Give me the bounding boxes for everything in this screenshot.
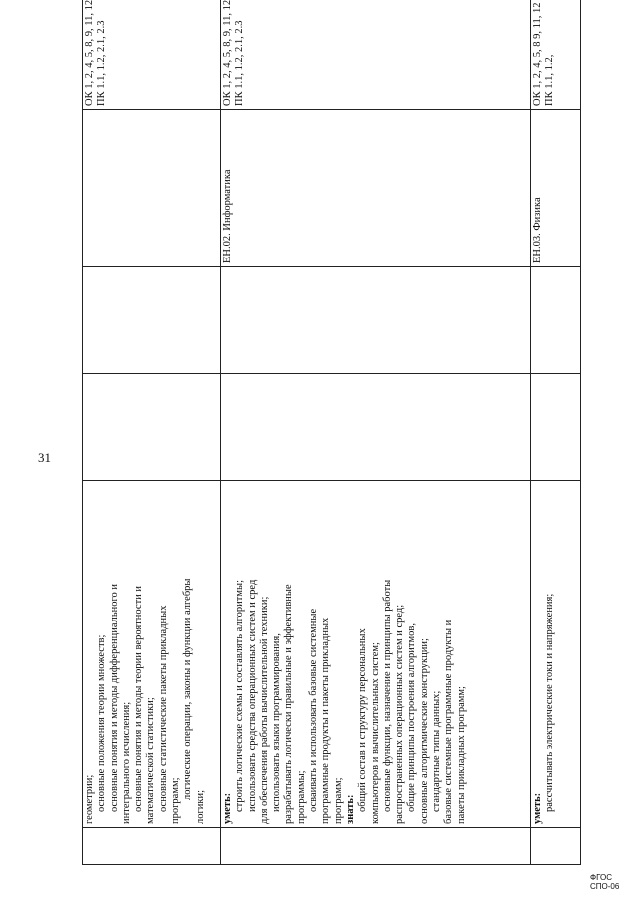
discipline-cell: ЕН.03. Физика <box>531 110 581 267</box>
competencies-cell: ОК 1, 2, 4, 5, 8, 9, 11, 12 ПК 1.1, 1.2, 2.1, 2.3 <box>83 0 221 110</box>
content-line: логические операции, законы и функции алгебры <box>182 578 194 800</box>
content-line: рассчитывать электрические токи и напряжения; <box>544 593 556 812</box>
content-line: разрабатывать логически правильные и эффективные <box>283 584 295 824</box>
rotation-frame <box>82 0 580 865</box>
content-line: использовать языки программирования, <box>271 633 283 812</box>
content-line: общие принципы построения алгоритмов, <box>406 623 418 812</box>
footer-code: ФГОС СПО-06 <box>590 873 620 891</box>
discipline-cell <box>83 110 221 267</box>
section-heading: знать: <box>344 794 356 824</box>
content-line: строить логические схемы и составлять алгоритмы; <box>234 580 246 812</box>
content-line: основные алгоритмические конструкции; <box>418 638 430 824</box>
content-line: основные понятия и методы дифференциального и <box>108 583 120 812</box>
table-row <box>221 0 531 865</box>
content-line: программ; <box>170 777 182 824</box>
page-number: 31 <box>38 450 51 465</box>
content-line: основные функции, назначение и принципы работы <box>381 579 393 812</box>
competencies-cell: ОК 1, 2, 4, 5, 8, 9, 11, 12 ПК 1.1, 1.2, 2.1, 2.3 <box>221 0 531 110</box>
empty-cell <box>221 267 531 374</box>
table-row <box>83 0 221 865</box>
content-line: интегрального исчисления; <box>120 701 132 824</box>
content-line: математической статистики; <box>145 697 157 824</box>
section-heading: уметь: <box>532 792 543 824</box>
section-heading: уметь: <box>222 792 233 824</box>
discipline-cell: ЕН.02. Информатика <box>221 110 531 267</box>
competency-table <box>82 0 581 865</box>
empty-cell <box>83 267 221 374</box>
content-line: основные понятия и методы теории вероятности и <box>133 585 145 812</box>
empty-cell <box>221 374 531 481</box>
content-line: использовать средства операционных систем и сред <box>246 579 258 812</box>
content-line: пакеты прикладных программ; <box>455 686 467 824</box>
content-line: общий состав и структуру персональных <box>357 628 369 812</box>
content-line: геометрии; <box>84 774 95 824</box>
rotated-page-content <box>82 0 580 865</box>
content-line: распространенных операционных систем и сред; <box>394 604 406 824</box>
content-line: программ; <box>332 777 344 824</box>
index-cell <box>83 828 221 865</box>
empty-cell <box>531 267 581 374</box>
content-cell <box>83 481 221 828</box>
content-line: осваивать и использовать базовые системные <box>308 608 320 812</box>
content-cell <box>221 481 531 828</box>
content-line: программные продукты и пакеты прикладных <box>320 617 332 824</box>
table-row <box>531 0 581 865</box>
content-line: стандартные типы данных; <box>431 690 443 812</box>
content-line: для обеспечения работы вычислительной техники; <box>258 596 270 824</box>
index-cell <box>531 828 581 865</box>
content-line: логики; <box>194 789 206 824</box>
content-line: компьютеров и вычислительных систем; <box>369 642 381 824</box>
empty-cell <box>531 374 581 481</box>
content-line: программы; <box>295 770 307 824</box>
empty-cell <box>83 374 221 481</box>
index-cell <box>221 828 531 865</box>
content-line: основные статистические пакеты прикладных <box>157 605 169 812</box>
competencies-cell: ОК 1, 2, 4, 5, 8 9, 11, 12 ПК 1.1, 1.2, <box>531 0 581 110</box>
content-cell <box>531 481 581 828</box>
content-line: базовые системные программные продукты и <box>443 619 455 824</box>
content-line: основные положения теории множеств; <box>96 634 108 812</box>
